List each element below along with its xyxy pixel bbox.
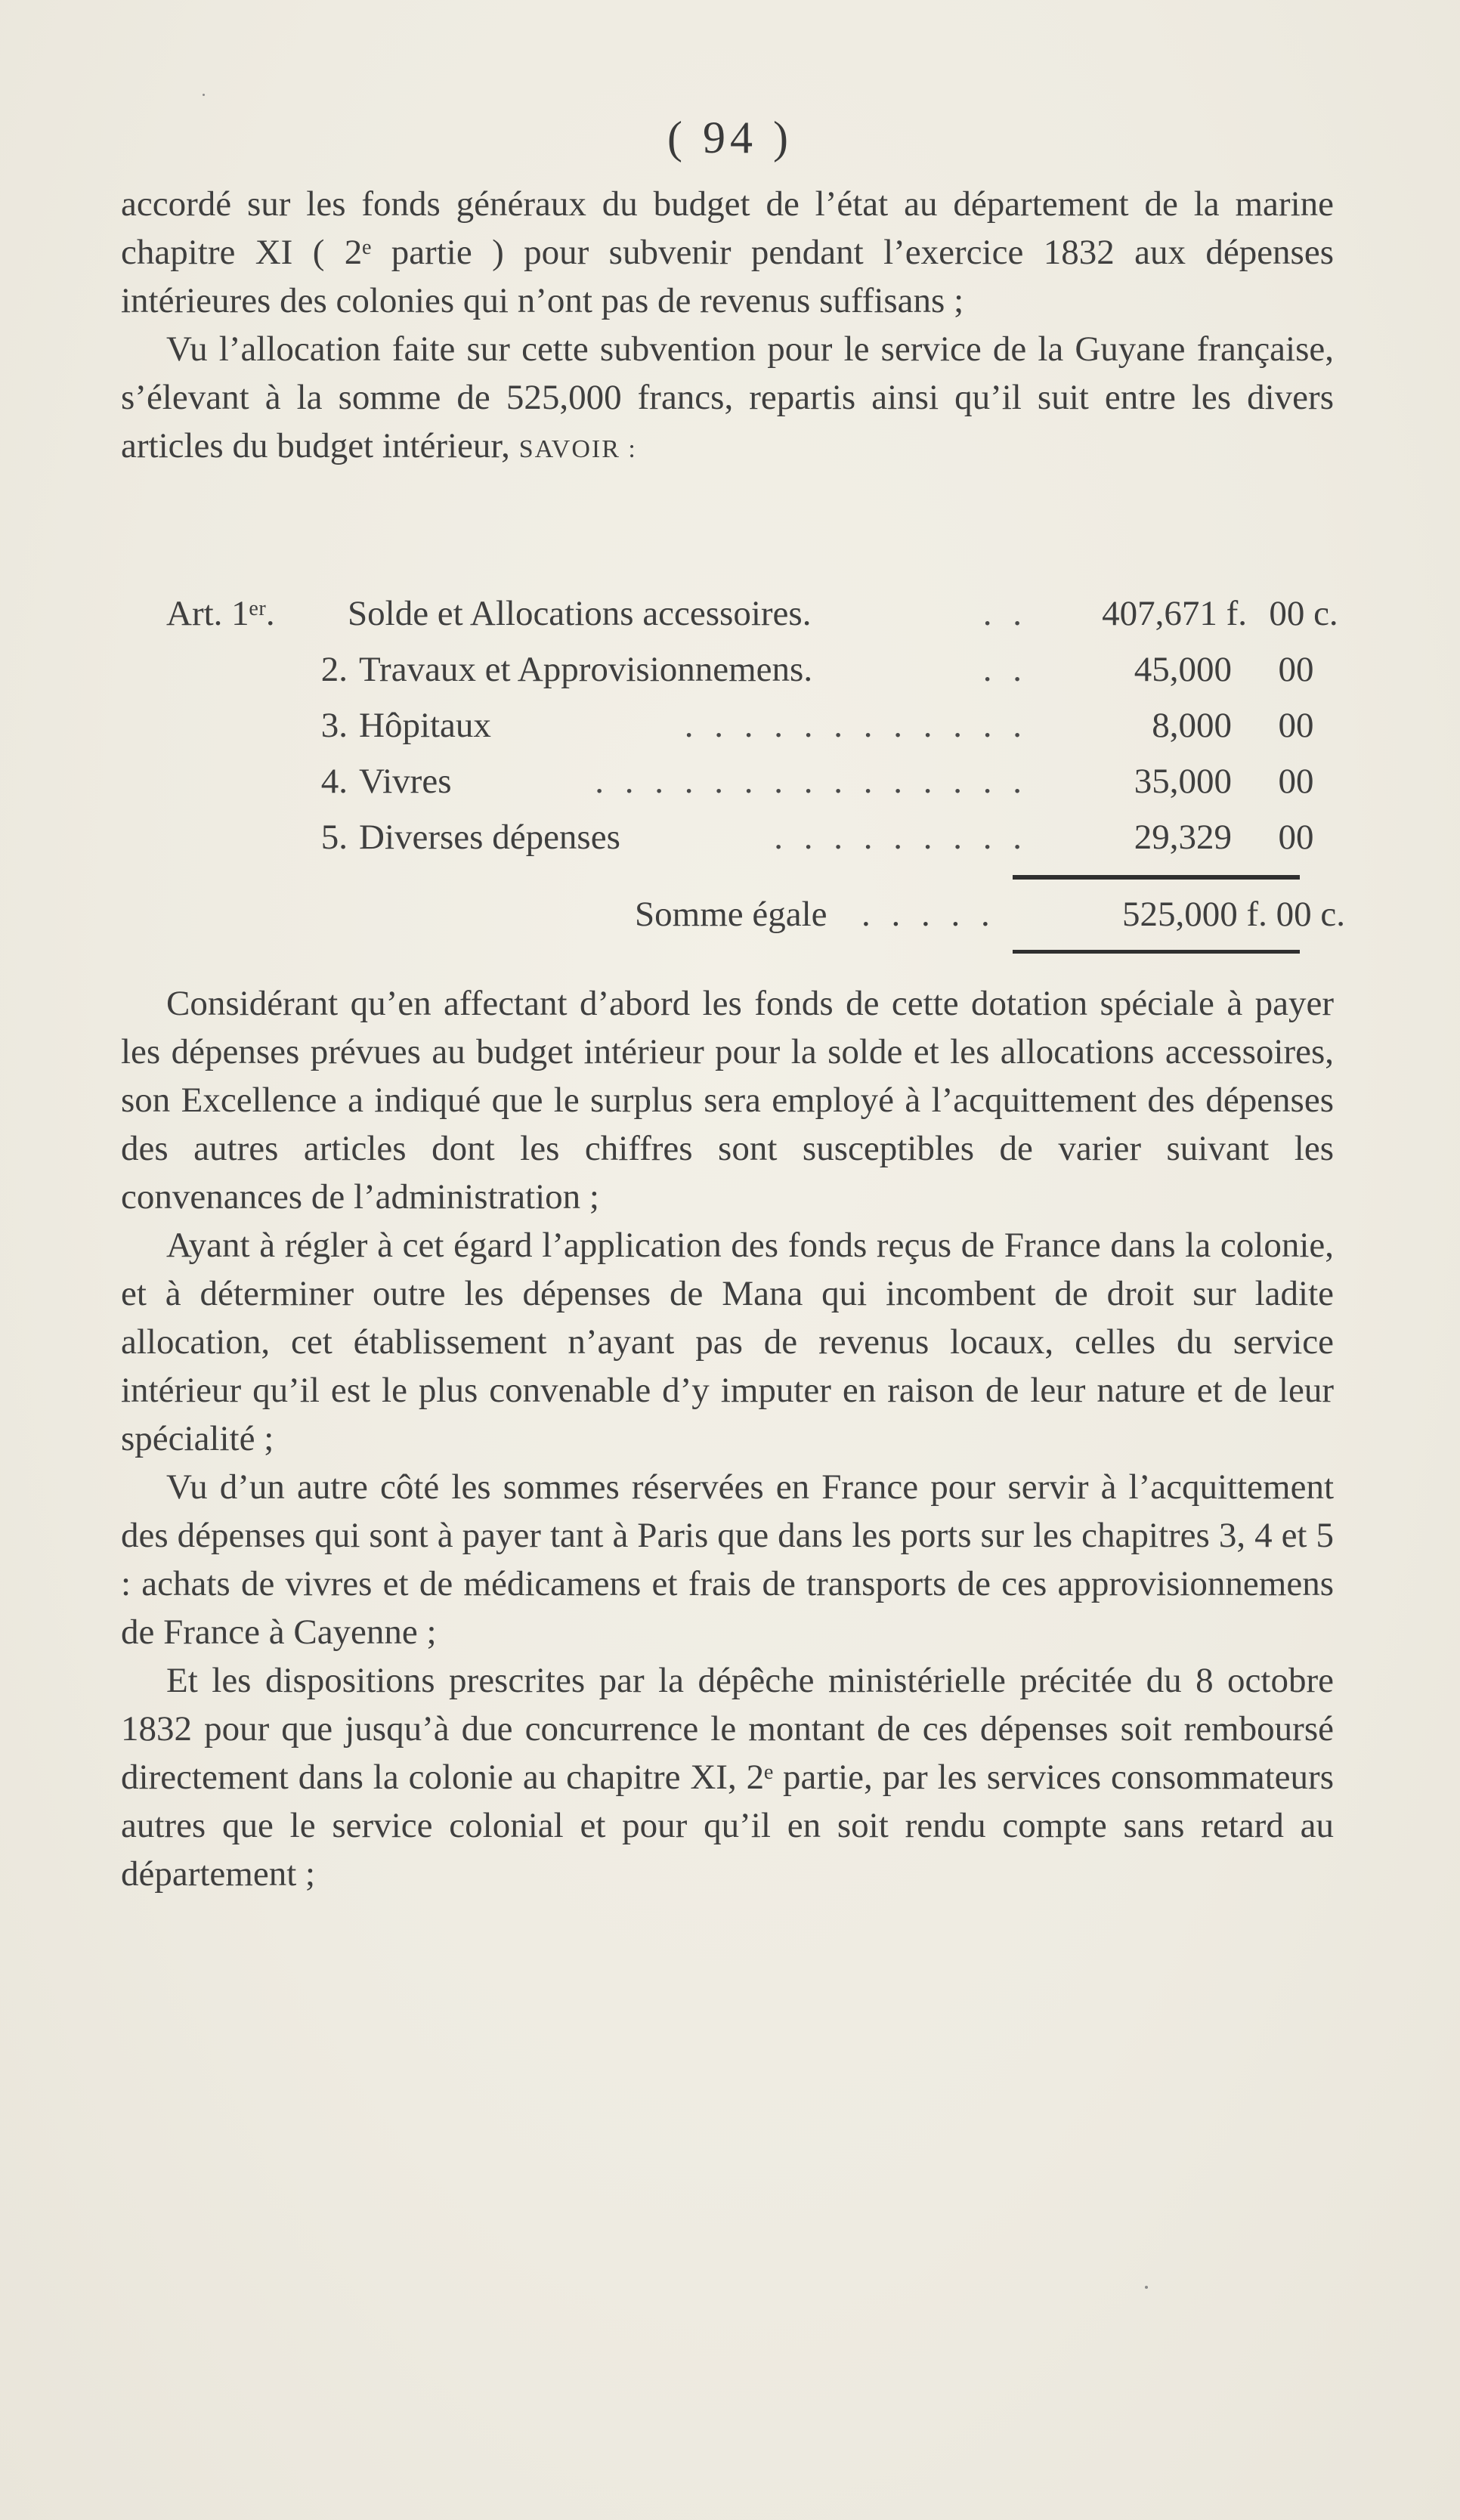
article-amount: 8,000 [1152,706,1232,745]
paragraph-et: Et les dispositions prescrites par la dépêche ministérielle précitée du 8 octobre 1832 pour que jusqu’à due concurrence le montant de ces dépenses soit remboursé directement dans la colonie au chapitre XI, 2ᵉ partie, par les services consommateurs autres que le service colonial et pour qu’il en soit rendu compte sans retard au département ; [121,1661,1334,1894]
article-name: Solde et Allocations accessoires. [348,594,812,633]
article-amount: 35,000 [1134,762,1232,801]
savoir-label: SAVOIR : [518,435,637,463]
article-cents: 00 [1278,650,1314,689]
article-amount: 45,000 [1134,650,1232,689]
paper-speck [203,94,205,96]
article-cents: 00 [1278,818,1314,857]
article-dots: . . . . . . . . . [774,818,1028,857]
article-dots: . . . . . . . . . . . . [684,706,1028,745]
article-dots: . . [982,594,1028,633]
article-label: 5. [320,818,348,857]
article-label: 4. [320,762,348,801]
total-row [166,890,1345,938]
article-amount: 407,671 f. [1102,594,1247,633]
paragraph-ayant: Ayant à régler à cet égard l’application des fonds reçus de France dans la colonie, et à déterminer outre les dépenses de Mana qui incombent de droit sur ladite allocation, cet établissement n’ayant pas de revenus locaux, celles du service intérieur qu’il est le plus convenable d’y imputer en raison de leur nature et de leur spécialité ; [121,1226,1334,1458]
article-row [166,645,1345,694]
article-amount: 29,329 [1134,818,1232,857]
body-text [121,979,1334,1898]
article-label: 3. [320,706,348,745]
total-label: Somme égale [635,895,827,934]
sum-rule-bottom [1013,950,1300,954]
article-name: Hôpitaux [359,706,491,745]
paragraph-allocation [121,325,1334,474]
paper-speck [1145,2286,1148,2289]
article-cents: 00 [1278,706,1314,745]
article-row [166,757,1345,805]
article-row [166,589,1345,638]
total-value: 525,000 f. 00 c. [1121,895,1345,934]
article-row [166,813,1345,861]
total-dots: . . . . . [861,895,996,934]
article-name: Diverses dépenses [359,818,620,857]
article-cents: 00 [1278,762,1314,801]
sum-rule-top [1013,875,1300,880]
page-number: ( 94 ) [667,113,793,162]
paragraph-continuation: accordé sur les fonds généraux du budget de l’état au département de la marine chapitre XI ( 2ᵉ partie ) pour subvenir pendant l’exercice 1832 aux dépenses intérieures des colonies qui n’ont pas de revenus suffisans ; [121,184,1334,320]
article-name: Vivres [359,762,452,801]
article-label: 2. [320,650,348,689]
article-row [166,701,1345,750]
article-cents: 00 c. [1269,594,1338,633]
article-dots: . . . . . . . . . . . . . . . [595,762,1028,801]
article-dots: . . [982,650,1028,689]
paragraph-vu: Vu d’un autre côté les sommes réservées en France pour servir à l’acquittement des dépenses qui sont à payer tant à Paris que dans les ports sur les chapitres 3, 4 et 5 : achats de vivres et de médicamens et frais de transports de ces approvisionnemens de France à Cayenne ; [121,1467,1334,1652]
article-name: Travaux et Approvisionnemens. [359,650,813,689]
paragraph-considerant: Considérant qu’en affectant d’abord les fonds de cette dotation spéciale à payer les dépenses prévues au budget intérieur pour la solde et les allocations accessoires, son Excellence a indiqué que le surplus sera employé à l’acquittement des dépenses des autres articles dont les chiffres sont susceptibles de varier suivant les convenances de l’administration ; [121,984,1334,1217]
paragraph-allocation-text: Vu l’allocation faite sur cette subvention pour le service de la Guyane française, s’élevant à la somme de 525,000 francs, repartis ainsi qu’il suit entre les divers articles du budget intérieur, [121,329,1334,465]
article-label: Art. 1ᵉʳ. [166,594,275,633]
intro-text [121,180,1334,474]
